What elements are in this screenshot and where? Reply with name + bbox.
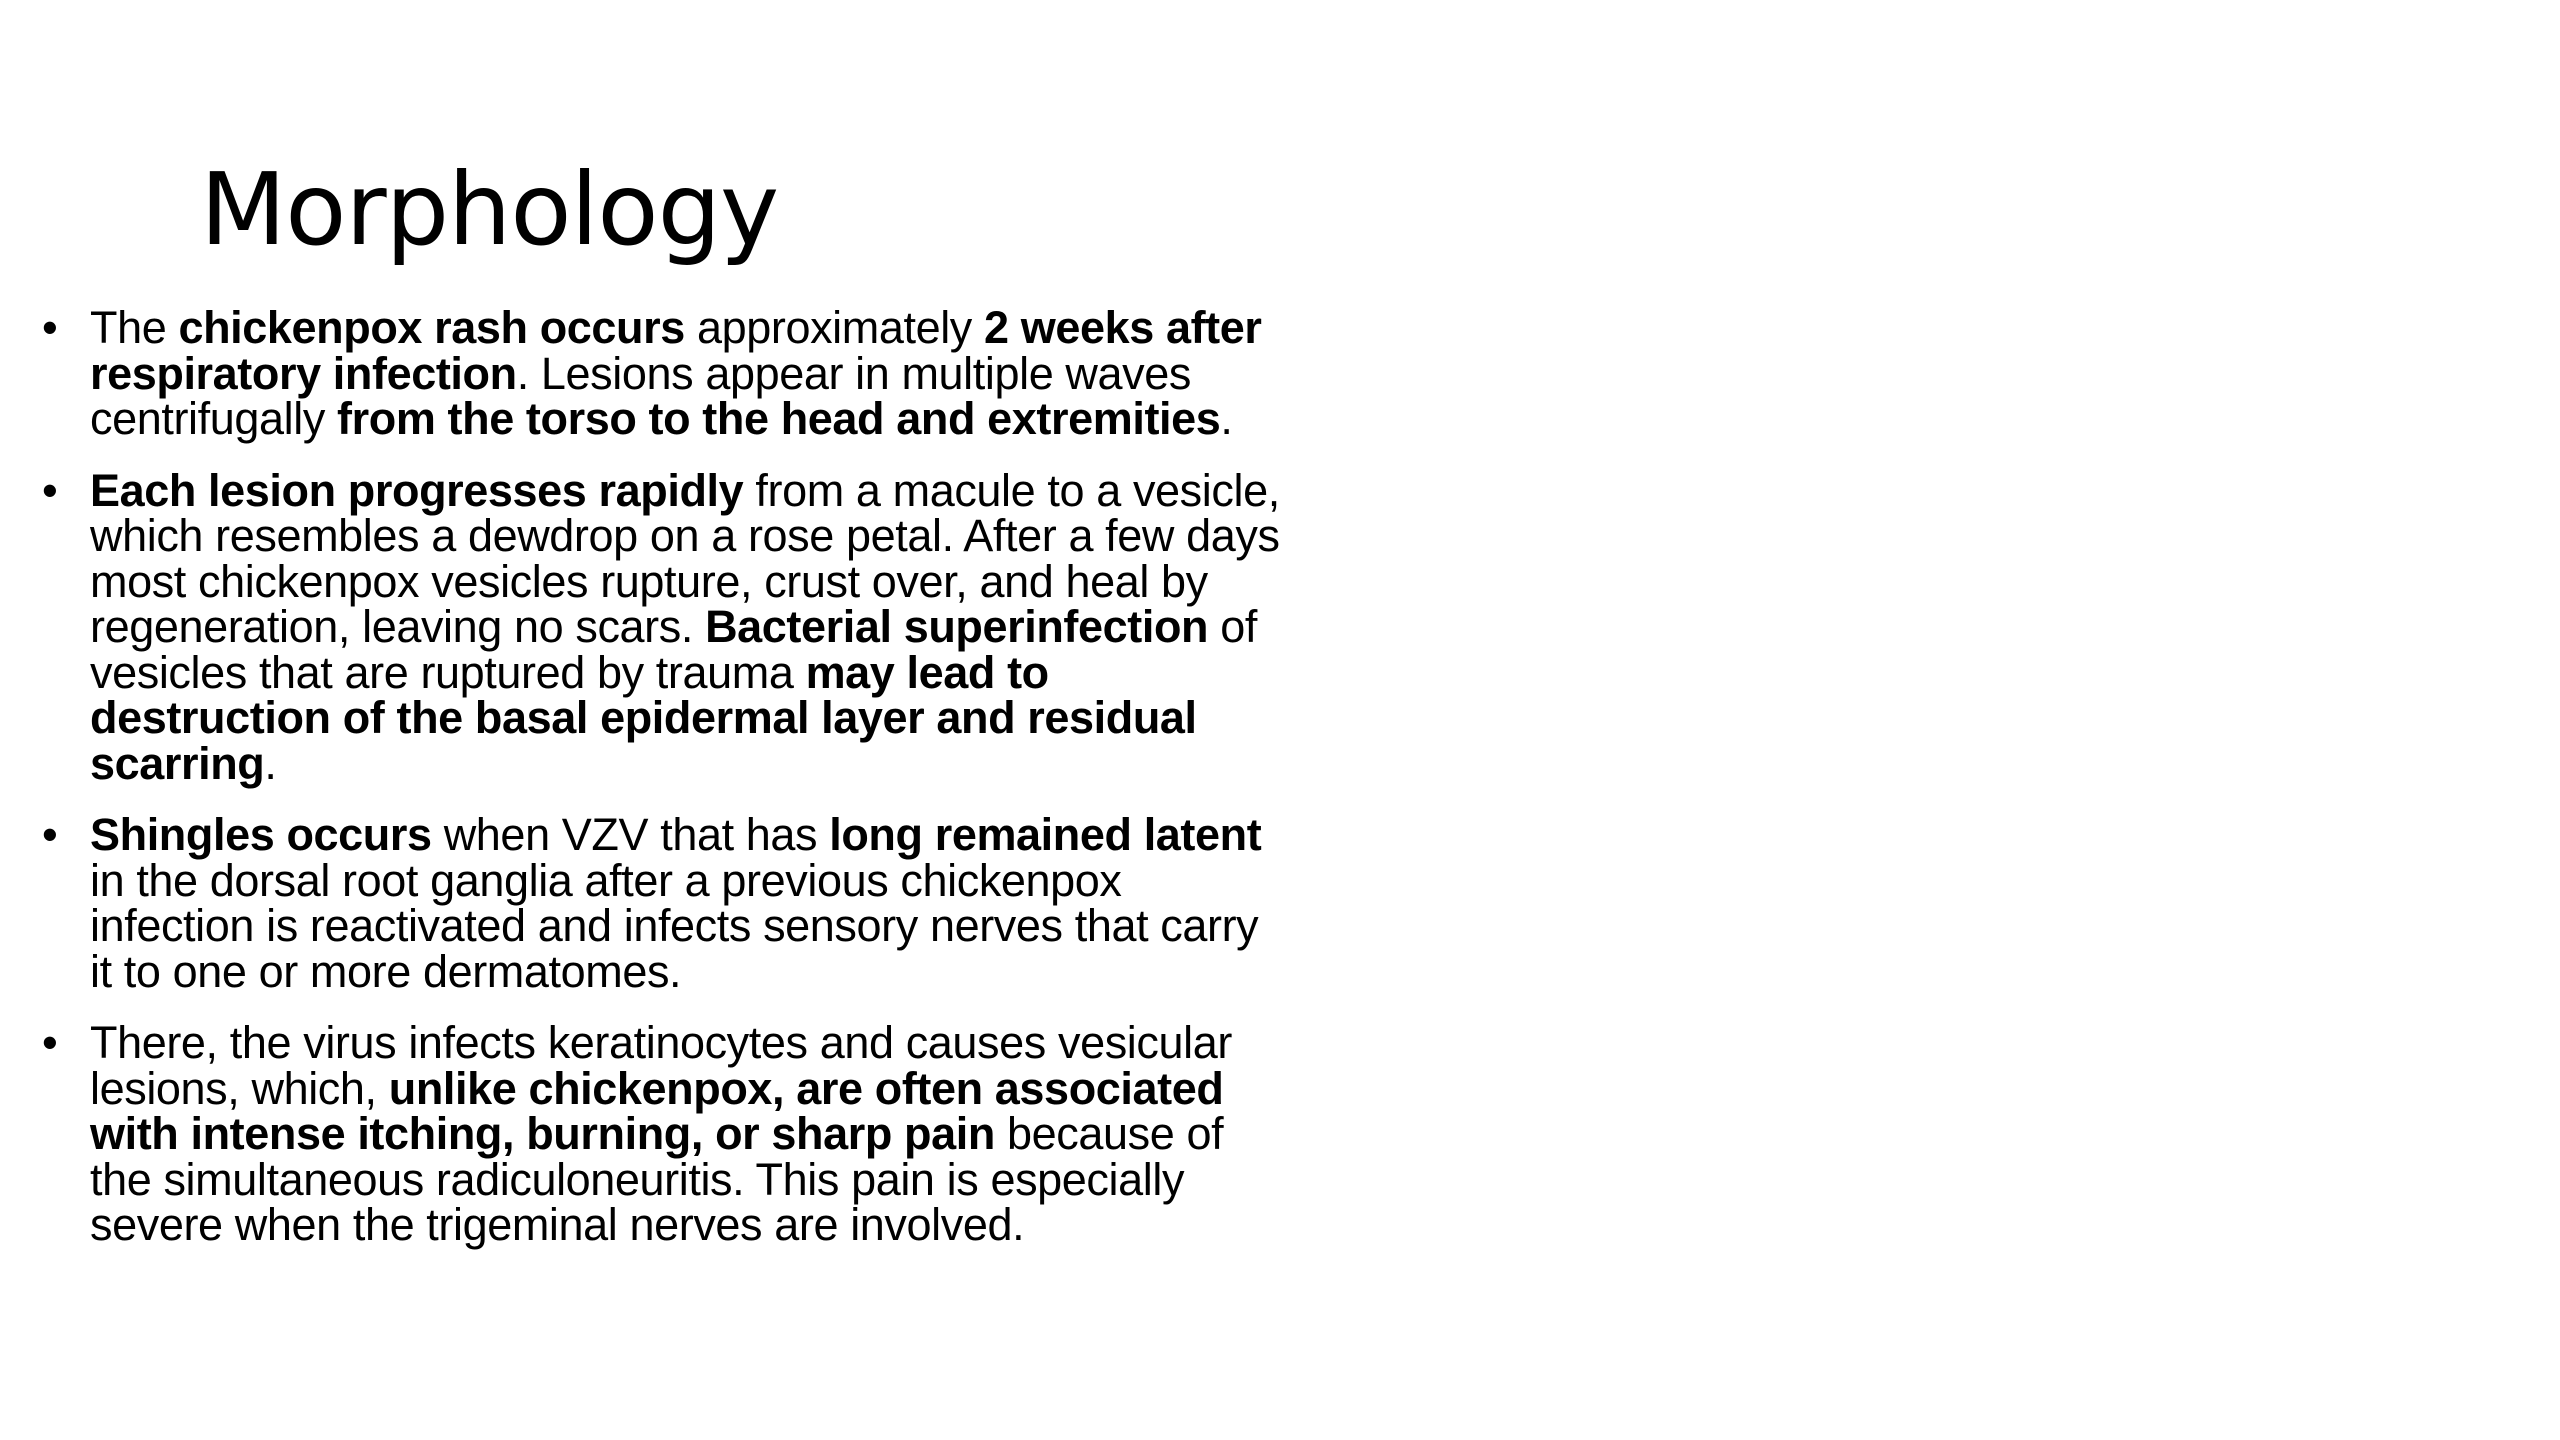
bullet-item: [36, 464, 1286, 789]
bold-text-segment: long remained latent: [829, 809, 1262, 860]
text-segment: when VZV that has: [431, 809, 830, 860]
bullet-item: [36, 1017, 1286, 1250]
text-segment: of vesicles that are ruptured by trauma: [90, 601, 1257, 698]
bullet-item: [36, 302, 1286, 444]
bold-text-segment: from the torso to the head and extremities: [337, 393, 1221, 444]
bullet-dot-icon: •: [42, 809, 58, 860]
text-segment: because of the simultaneous radiculoneuritis. This pain is especially severe when the trigeminal nerves are involved.: [90, 1108, 1224, 1250]
bullet-dot-icon: •: [42, 302, 58, 353]
bullet-dot-icon: •: [42, 1017, 58, 1068]
text-segment: . Lesions appear in multiple waves centrifugally: [90, 347, 1191, 444]
text-segment: There, the virus infects keratinocytes and causes vesicular lesions, which,: [90, 1017, 1232, 1114]
bold-text-segment: 2 weeks after respiratory infection: [90, 302, 1262, 399]
bold-text-segment: Bacterial superinfection: [705, 601, 1209, 652]
bold-text-segment: may lead to destruction of the basal epidermal layer and residual scarring: [90, 646, 1197, 789]
bold-text-segment: Each lesion progresses rapidly: [90, 464, 744, 516]
bullet-item: [36, 809, 1286, 997]
text-segment: approximately: [684, 302, 985, 353]
slide-title: Morphology: [200, 151, 779, 268]
text-segment: The: [90, 302, 179, 353]
bold-text-segment: unlike chickenpox, are often associated with intense itching, burning, or sharp pain: [90, 1062, 1224, 1159]
bullet-dot-icon: •: [42, 464, 58, 516]
text-segment: in the dorsal root ganglia after a previous chickenpox infection is reactivated and infects sensory nerves that carry it to one or more dermatomes.: [90, 854, 1259, 997]
bold-text-segment: Shingles occurs: [90, 809, 432, 860]
text-segment: .: [1220, 393, 1233, 444]
bullet-list: [36, 302, 1286, 1274]
text-segment: .: [264, 737, 277, 789]
text-segment: from a macule to a vesicle, which resembles a dewdrop on a rose petal. After a few days most chickenpox vesicles rupture, crust over, and heal by regeneration, leaving no scars.: [90, 464, 1280, 652]
bold-text-segment: chickenpox rash occurs: [178, 302, 685, 353]
